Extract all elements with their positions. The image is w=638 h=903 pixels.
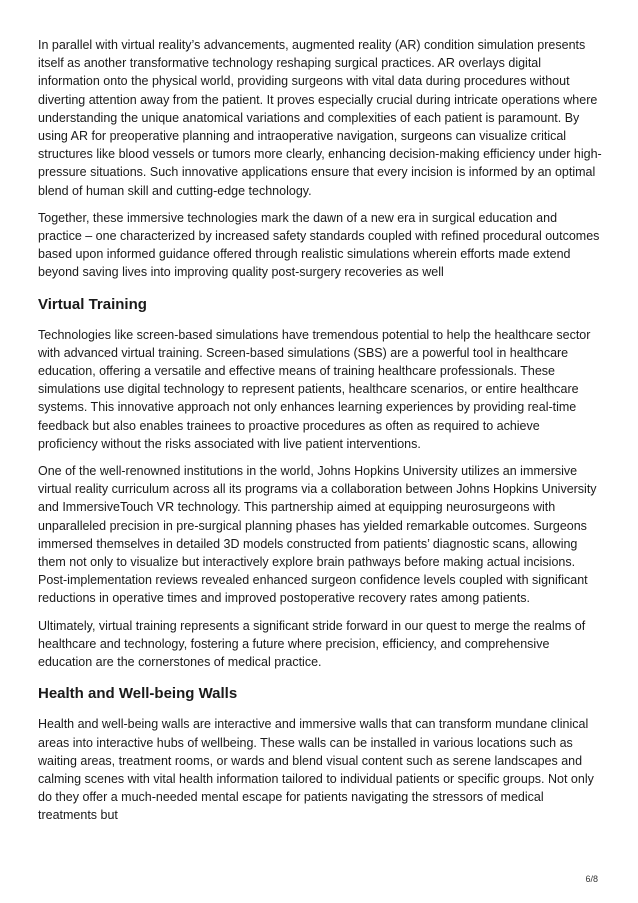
paragraph-immersive-technologies: Together, these immersive technologies mark the dawn of a new era in surgical education and practice – one characterized by increased safety standards coupled with refined procedural outcomes based upon informed guidance offered through realistic simulations wherein efforts made extend beyond saving lives into improving quality post-surgery recoveries as well — [38, 210, 600, 280]
paragraph-screen-based-simulations: Technologies like screen-based simulations have tremendous potential to help the healthcare sector with advanced virtual training. Screen-based simulations (SBS) are a powerful tool in healthcare education, offering a versatile and effective means of training healthcare professionals. These simulations use digital technology to represent patients, healthcare scenarios, or entire healthcare systems. This innovative approach not only enhances learning experiences by providing real-time feedback but also enables trainees to proactive procedures as often as required to achieve proficiency without the risks associated with live patient interventions. — [38, 327, 591, 451]
section-heading-wellbeing-walls: Health and Well-being Walls — [38, 685, 238, 703]
paragraph-johns-hopkins: One of the well-renowned institutions in the world, Johns Hopkins University utilizes an immersive virtual reality curriculum across all its programs via a collaboration between Johns Hopkins University and ImmersiveTouch VR technology. This partnership aimed at equipping neurosurgeons with unparalleled precision in pre-surgical planning phases has yielded remarkable outcomes. Surgeons immersed themselves in detailed 3D models constructed from patients’ diagnostic scans, allowing them not only to visualize but interactively explore brain pathways before making actual incisions. Post-implementation reviews revealed enhanced surgeon confidence levels coupled with significant reductions in operative times and improved postoperative recovery rates among patients. — [38, 464, 597, 606]
paragraph-ar-simulation: In parallel with virtual reality’s advancements, augmented reality (AR) condition simulation presents itself as another transformative technology reshaping surgical practices. AR overlays digital information onto the physical world, providing surgeons with vital data during procedures without diverting attention away from the patient. It proves especially crucial during intricate operations where understanding the unique anatomical variations and complexities of each patient is paramount. By using AR for preoperative planning and intraoperative navigation, surgeons can visualize critical structures like blood vessels or tumors more clearly, enhancing decision-making efficiency under high-pressure situations. Such innovative applications ensure that every incision is informed by an optimal blend of human skill and cutting-edge technology. — [38, 38, 602, 198]
document-page — [38, 36, 602, 834]
paragraph-wellbeing-walls: Health and well-being walls are interactive and immersive walls that can transform mundane clinical areas into interactive hubs of wellbeing. These walls can be installed in various locations such as waiting areas, treatment rooms, or wards and blend visual content such as serene landscapes and calming scenes with vital health information tailored to individual patients or specific groups. Not only do they offer a much-needed mental escape for patients navigating the stressors of medical treatments but — [38, 717, 594, 823]
section-heading-virtual-training: Virtual Training — [38, 295, 147, 313]
paragraph-virtual-training-conclusion: Ultimately, virtual training represents a significant stride forward in our quest to merge the realms of healthcare and technology, fostering a future where precision, efficiency, and comprehensive education are the cornerstones of medical practice. — [38, 618, 586, 670]
page-number: 6/8 — [585, 874, 598, 884]
